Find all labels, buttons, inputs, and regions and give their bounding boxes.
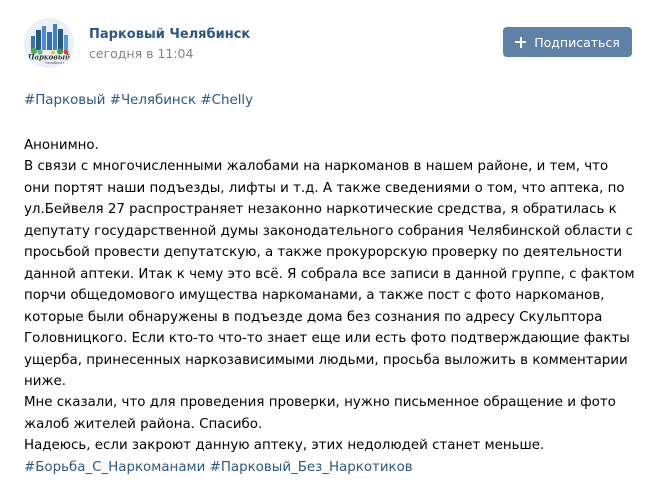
top-hashtags: [24, 92, 253, 110]
post-text-line: депутату государственной думы законодательного собрания Челябинской области с: [24, 223, 633, 239]
post-text: [24, 135, 639, 478]
post-text-line: жалоб жителей района. Спасибо.: [24, 416, 263, 432]
hashtag-link[interactable]: #Парковый_Без_Наркотиков: [209, 459, 413, 475]
hashtag-link[interactable]: #Борьба_С_Наркоманами: [24, 459, 206, 475]
hashtag-link[interactable]: #Челябинск: [109, 93, 197, 108]
post-date[interactable]: сегодня в 11:04: [89, 46, 194, 61]
plus-icon: [515, 37, 526, 48]
svg-text:Челябинск: Челябинск: [45, 61, 65, 65]
post-text-line: они портят наши подъезды, лифты и т.д. А также сведениями о том, что аптека, по: [24, 180, 625, 196]
subscribe-button-label: Подписаться: [534, 34, 620, 50]
post-text-line: В связи с многочисленными жалобами на наркоманов в нашем районе, и тем, что: [24, 159, 609, 175]
hashtag-link[interactable]: #Парковый: [24, 93, 106, 108]
post-text-line: порчи общедомового имущества наркоманами, а также пост с фото наркоманов,: [24, 288, 605, 304]
post-text-line: Надеюсь, если закроют данную аптеку, этих недолюдей станет меньше.: [24, 438, 545, 454]
post-text-line: просьбой провести депутатскую, а также прокурорскую проверку по деятельности: [24, 245, 623, 261]
post-text-line: ниже.: [24, 373, 67, 389]
svg-text:Парковый: Парковый: [27, 52, 71, 62]
group-name-link[interactable]: Парковый Челябинск: [89, 27, 251, 42]
post-header: [24, 18, 634, 68]
bottom-hashtags: [24, 457, 639, 478]
post-text-line: данной аптеки. Итак к чему это всё. Я собрала все записи в данной группе, с фактом: [24, 266, 635, 282]
post-text-line: Анонимно.: [24, 138, 99, 153]
post-text-line: Головницкого. Если кто-то что-то знает еще или есть фото подтверждающие факты: [24, 331, 630, 347]
city-logo-icon: [24, 18, 74, 68]
post-text-line: ул.Бейвеля 27 распространяет незаконно наркотические средства, я обратилась к: [24, 202, 617, 218]
post-text-line: которые были обнаружены в подъезде дома без сознания по адресу Скульптора: [24, 309, 603, 325]
hashtag-link[interactable]: #Chelly: [200, 93, 254, 108]
post-text-line: ущерба, принесенных наркозависимыми людьми, просьба выложить в комментарии: [24, 352, 628, 368]
subscribe-button[interactable]: [503, 27, 632, 57]
post-text-line: Мне сказали, что для проведения проверки, нужно письменное обращение и фото: [24, 395, 616, 411]
group-avatar[interactable]: [24, 18, 74, 68]
